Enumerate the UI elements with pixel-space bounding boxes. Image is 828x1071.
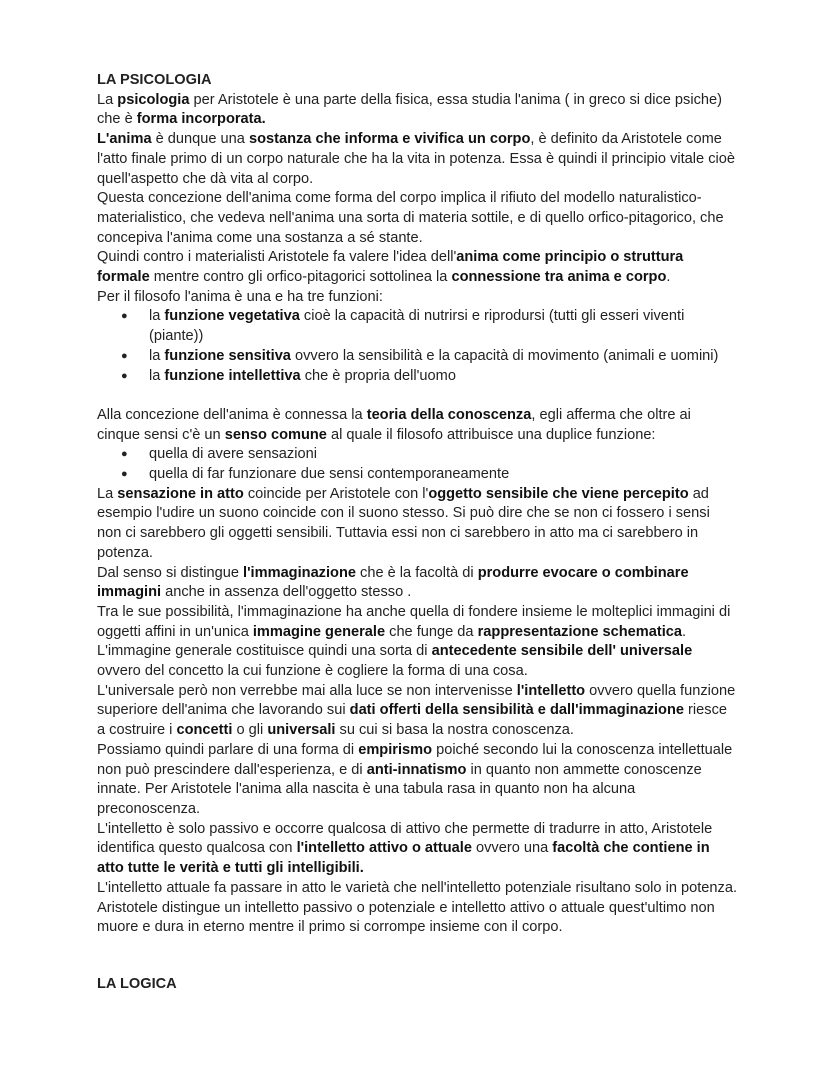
paragraph: Tra le sue possibilità, l'immaginazione ha anche quella di fondere insieme le molteplici immagini di oggetti affini in un'unica immagine generale che funge da rappresentazione schematica. — [97, 603, 731, 640]
bold-term: empirismo — [358, 741, 433, 758]
bullet-list-funzioni — [97, 307, 737, 386]
paragraph: Possiamo quindi parlare di una forma di empirismo poiché secondo lui la conoscenza intellettuale non può prescindere dall'esperienza, e di anti-innatismo in quanto non ammette conoscenze innate. Per Aristotele l'anima alla nascita è una tabula rasa in quanto non ha alcuna preconoscenza. — [97, 741, 733, 817]
bold-term: concetti — [176, 722, 233, 739]
bold-term: funzione intellettiva — [164, 367, 301, 384]
paragraph: L'anima è dunque una sostanza che informa e vivifica un corpo, è definito da Aristotele come l'atto finale primo di un corpo naturale che ha la vita in potenza. Essa è quindi il principio vitale cioè quell'aspetto che dà vita al corpo. — [97, 131, 735, 187]
bold-term: oggetto sensibile che viene percepito — [428, 485, 689, 502]
bold-term: universali — [267, 722, 336, 739]
list-item: ● quella di far funzionare due sensi contemporaneamente — [97, 465, 737, 485]
paragraph: L'immagine generale costituisce quindi una sorta di antecedente sensibile dell' universale ovvero del concetto la cui funzione è cogliere la forma di una cosa. — [97, 643, 693, 680]
bullet-list-senso-comune — [97, 445, 737, 484]
bold-term: anti-innatismo — [366, 761, 467, 778]
bullet-icon: ● — [121, 310, 128, 323]
paragraph: Aristotele distingue un intelletto passivo o potenziale e intelletto attivo o attuale quest'ultimo non muore e dura in eterno mentre il primo si corrompe insieme con il corpo. — [97, 899, 715, 936]
bold-term: senso comune — [224, 426, 327, 443]
list-item: ● la funzione vegetativa cioè la capacità di nutrirsi e riprodursi (tutti gli esseri viventi (piante)) — [121, 308, 685, 345]
bold-term: funzione sensitiva — [164, 347, 291, 364]
bold-term: l'intelletto — [516, 682, 586, 699]
bullet-icon: ● — [121, 349, 128, 362]
bold-term: sostanza che informa e vivifica un corpo — [248, 131, 531, 148]
bold-term: forma incorporata. — [136, 111, 266, 128]
bold-term: sensazione in atto — [117, 485, 244, 502]
bold-term: L'anima — [97, 131, 152, 148]
section-title-logica: LA LOGICA — [97, 975, 177, 992]
bullet-icon: ● — [121, 448, 128, 461]
bold-term: antecedente sensibile dell' universale — [431, 643, 693, 660]
paragraph: Questa concezione dell'anima come forma del corpo implica il rifiuto del modello naturalistico-materialistico, che vedeva nell'anima una sorta di materia sottile, e di quello orfico-pitagorico, che concepiva l'anima come una sostanza a sé stante. — [97, 190, 724, 246]
paragraph: Alla concezione dell'anima è connessa la teoria della conoscenza, egli afferma che oltre ai cinque sensi c'è un senso comune al quale il filosofo attribuisce una duplice funzione: — [97, 406, 691, 443]
bold-term: l'immaginazione — [243, 564, 356, 581]
bold-term: facoltà che contiene in atto tutte le verità e tutti gli intelligibili. — [97, 840, 710, 877]
paragraph: La psicologia per Aristotele è una parte della fisica, essa studia l'anima ( in greco si dice psiche) che è forma incorporata. — [97, 91, 722, 128]
section-title-psicologia: LA PSICOLOGIA — [97, 72, 212, 88]
bold-term: connessione tra anima e corpo — [451, 269, 667, 286]
bold-term: immagine generale — [252, 623, 386, 640]
bullet-icon: ● — [121, 468, 128, 481]
list-item: ● la funzione sensitiva ovvero la sensibilità e la capacità di movimento (animali e uomini) — [97, 347, 737, 367]
bullet-icon: ● — [121, 369, 128, 382]
bold-term: l'intelletto attivo o attuale — [296, 840, 472, 857]
paragraph: L'intelletto è solo passivo e occorre qualcosa di attivo che permette di tradurre in atto, Aristotele identifica questo qualcosa con l'intelletto attivo o attuale ovvero una facoltà che contiene in atto tutte le verità e tutti gli intelligibili. — [97, 820, 713, 877]
paragraph: La sensazione in atto coincide per Aristotele con l'oggetto sensibile che viene percepito ad esempio l'udire un suono coincide con il suono stesso. Si può dire che se non ci fossero i sensi non ci sarebbero gli oggetti sensibili. Tuttavia essi non ci sarebbero in atto ma ci sarebbero in potenza. — [97, 485, 710, 561]
paragraph: Per il filosofo l'anima è una e ha tre funzioni: — [97, 288, 383, 305]
list-item: ● quella di avere sensazioni — [97, 445, 737, 465]
bold-term: funzione vegetativa — [164, 308, 300, 325]
bold-term: psicologia — [117, 91, 190, 108]
bold-term: teoria della conoscenza — [366, 406, 532, 423]
paragraph: Quindi contro i materialisti Aristotele fa valere l'idea dell'anima come principio o struttura formale mentre contro gli orfico-pitagorici sottolinea la connessione tra anima e corpo. — [97, 249, 684, 286]
bold-term: dati offerti della sensibilità e dall'immaginazione — [349, 702, 684, 719]
paragraph: L'intelletto attuale fa passare in atto le varietà che nell'intelletto potenziale risultano solo in potenza. — [97, 879, 737, 896]
bold-term: anima come principio o struttura formale — [97, 249, 684, 286]
paragraph: L'universale però non verrebbe mai alla luce se non intervenisse l'intelletto ovvero quella funzione superiore dell'anima che lavorando sui dati offerti della sensibilità e dall'immaginazione riesce a costruire i concetti o gli universali su cui si basa la nostra conoscenza. — [97, 682, 736, 739]
paragraph: Dal senso si distingue l'immaginazione che è la facoltà di produrre evocare o combinare immagini anche in assenza dell'oggetto stesso . — [97, 564, 689, 601]
list-item: ● la funzione intellettiva che è propria dell'uomo — [97, 367, 737, 387]
bold-term: rappresentazione schematica — [477, 623, 683, 640]
bold-term: produrre evocare o combinare immagini — [97, 564, 689, 601]
document-page — [97, 71, 737, 994]
